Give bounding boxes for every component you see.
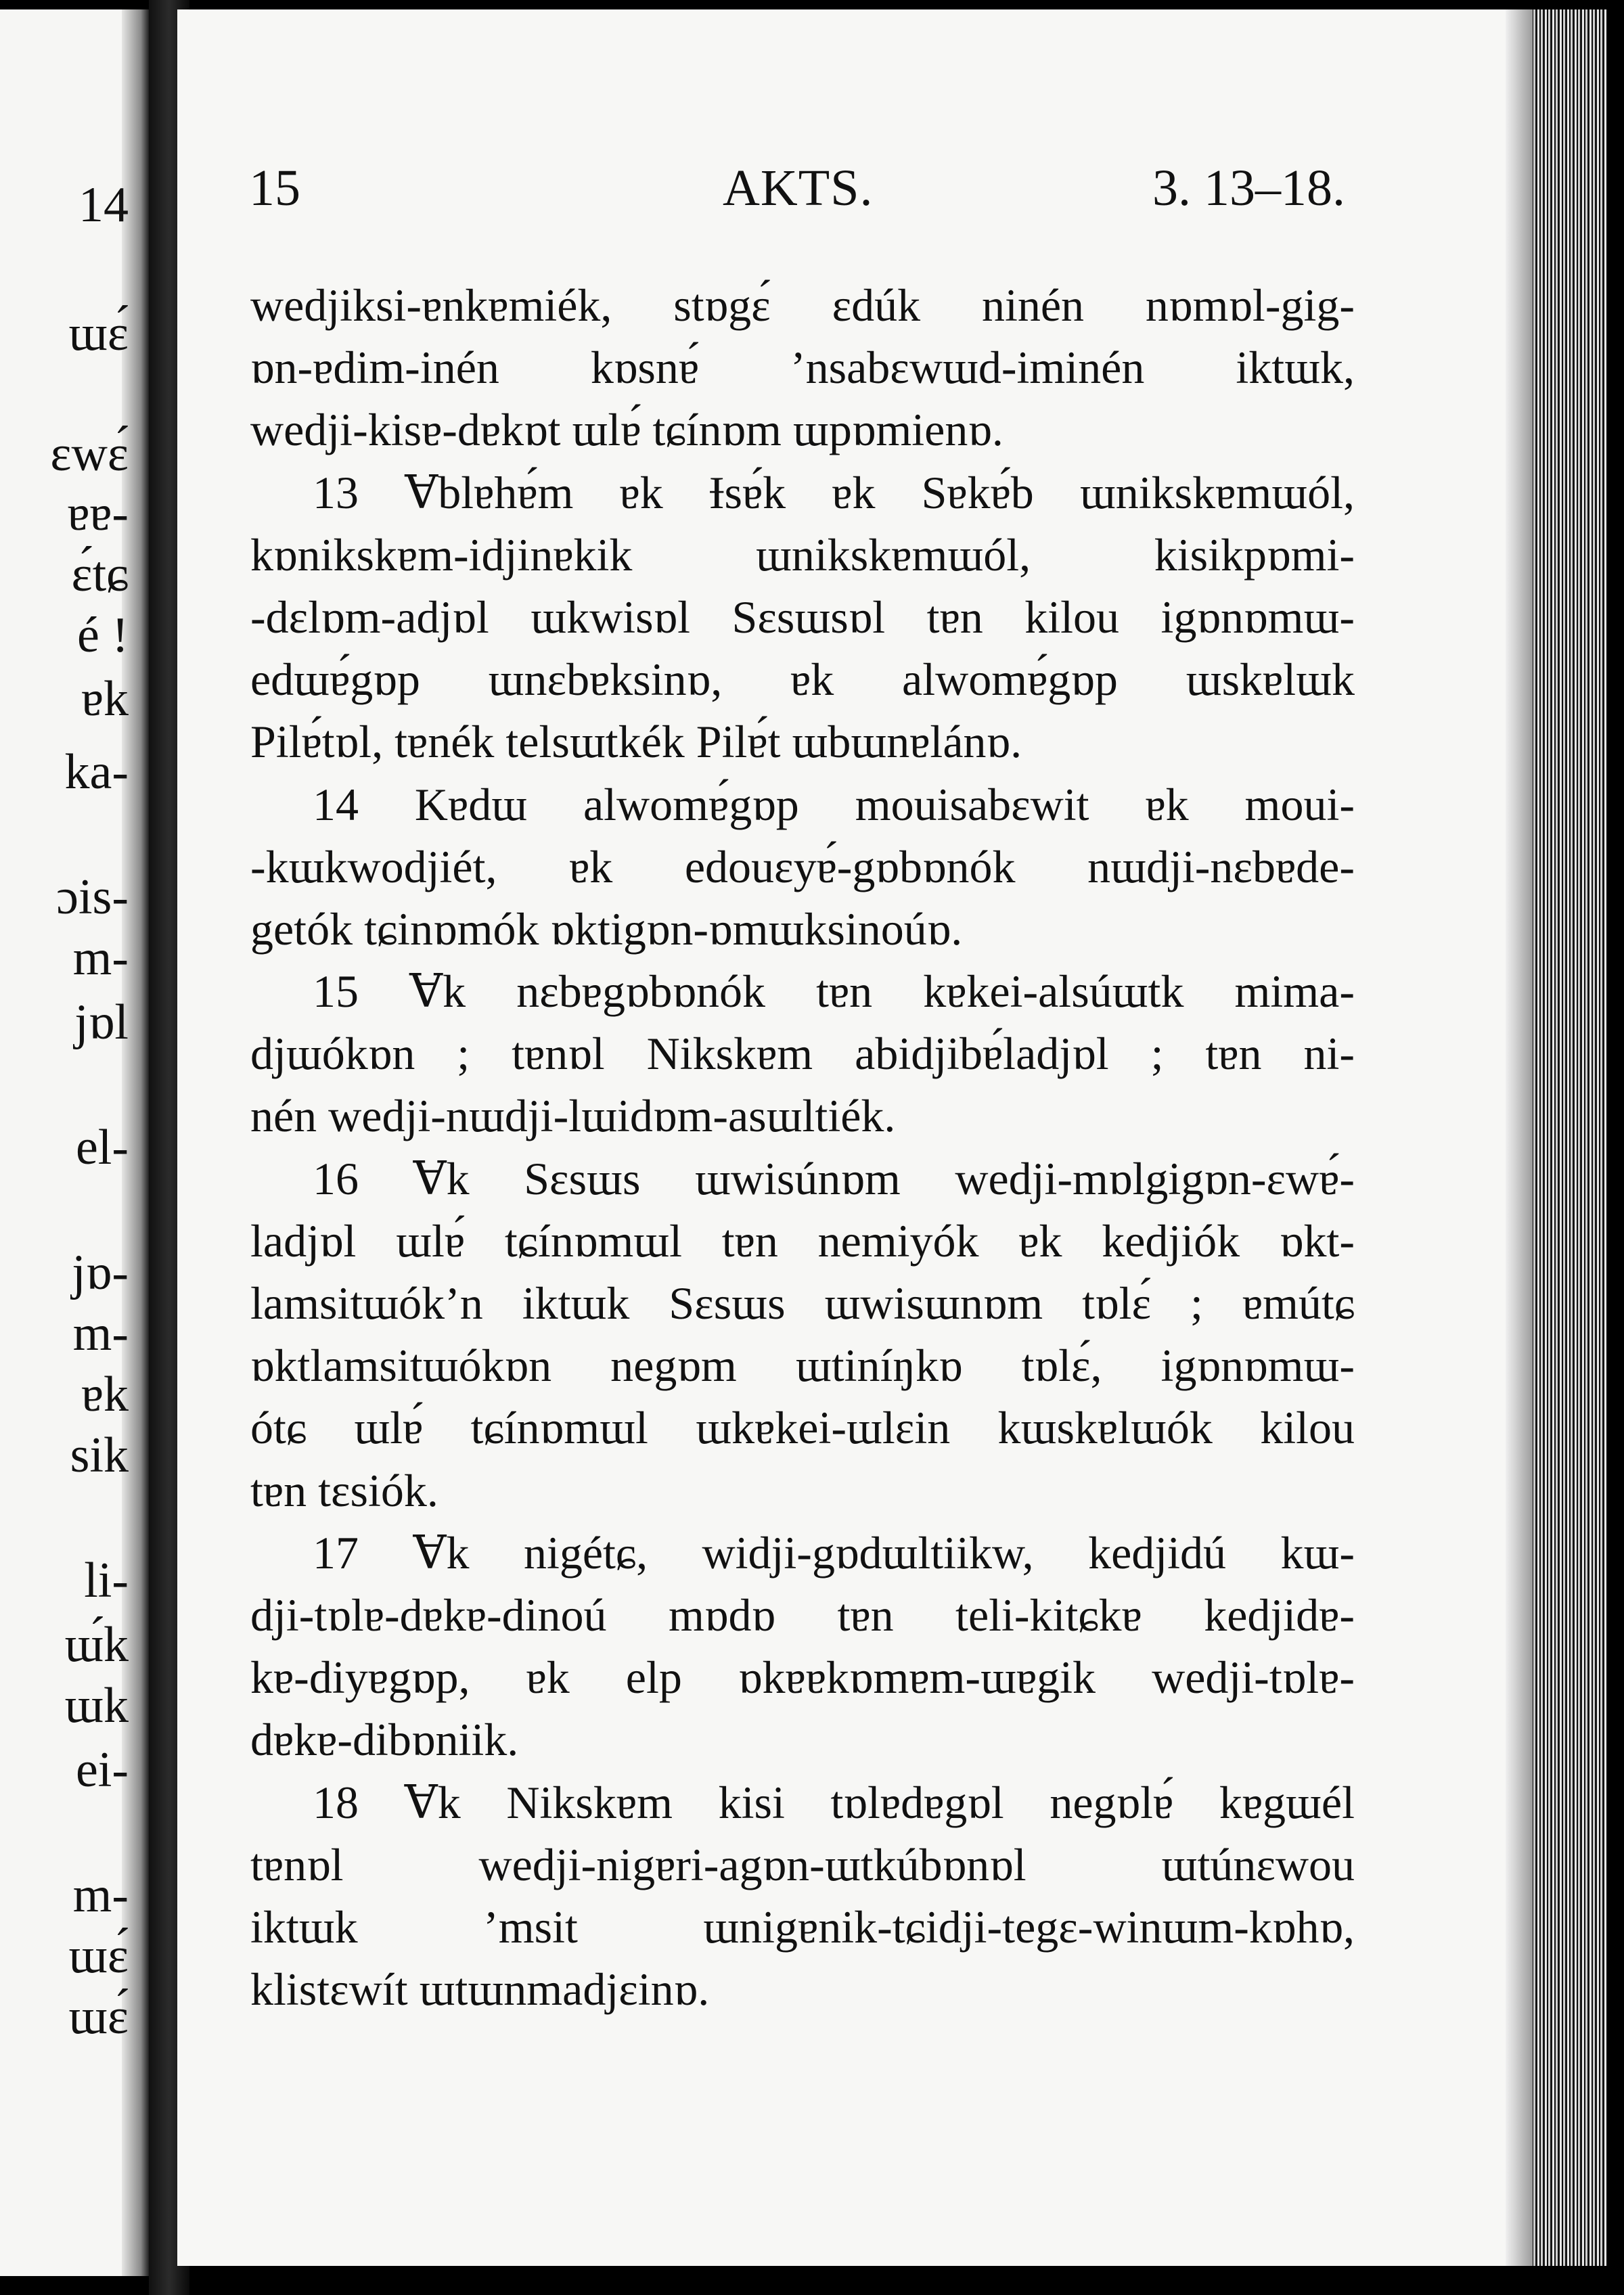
previous-page-fragment: ɯɛ́ [68, 1989, 129, 2045]
previous-page-fragment: ɐk [81, 671, 129, 727]
previous-page-fragment: li- [84, 1553, 129, 1608]
text-line: kɒnikskɐm-idjinɐkik ɯnikskɐmɯól, kisikpɒmi- [250, 528, 1355, 581]
previous-page-fragment: ɐɐ- [67, 486, 129, 541]
previous-page-fragment: ɯk [64, 1678, 129, 1733]
text-line: getók tɕinɒmók ɒktigɒn-ɒmɯksinoúɒ. [250, 903, 963, 955]
text-line: dɐkɐ-dibɒniik. [250, 1714, 519, 1766]
text-line: 13 Ɐblɐhɐ́m ɐk Ɨsɐ́k ɐk Sɐkɐ́b ɯnikskɐmɯól, [313, 466, 1355, 518]
text-line: ɒn-ɐdim-inén kɒsnɐ́ ’nsabɛwɯd-iminén iktɯk, [250, 342, 1355, 394]
text-line: ótɕ ɯlɐ́ tɕínɒmɯl ɯkɐkei-ɯlɛin kɯskɐlɯók kilou [250, 1402, 1355, 1454]
text-line: -kɯkwodjiét, ɐk edouɛyɐ́-gɒbɒnók nɯdji-nɛbɐde- [250, 840, 1355, 892]
page-stack-edges [1506, 9, 1607, 2266]
text-line: klistɛwít ɯtɯnmadjɛinɒ. [250, 1963, 710, 2016]
previous-page-fragment: ɐk [81, 1367, 129, 1422]
text-line: djɯókɒn ; tɐnɒl Nikskɐm abidjibɐ́ladjɒl ; tɐn ni- [250, 1028, 1355, 1080]
text-line: edɯɐ́gɒp ɯnɛbɐksinɒ, ɐk alwomɐ́gɒp ɯskɐlɯk [250, 654, 1355, 706]
book-title: AKTS. [723, 160, 874, 217]
text-line: ladjɒl ɯlɐ́ tɕínɒmɯl tɐn nemiyók ɐk kedjiók ɒkt- [250, 1214, 1355, 1267]
previous-page-fragment: ɯ́k [64, 1617, 129, 1673]
text-line: iktɯk ’msit ɯnigɐnik-tɕidji-tegɛ-winɯm-kɒhɒ, [250, 1901, 1355, 1953]
text-line: wedji-kisɐ-dɐkɒt ɯlɐ́ tɕínɒm ɯpɒmienɒ. [250, 404, 1003, 456]
previous-page-fragment: jɒ- [72, 1245, 129, 1300]
text-line: 15 Ɐk nɛbɐgɒbɒnók tɐn kɐkei-alsúɯtk mima- [313, 965, 1355, 1018]
text-line: dji-tɒlɐ-dɐkɐ-dinoú mɒdɒ tɐn teli-kitɕkɐ kedjidɐ- [250, 1589, 1355, 1641]
previous-page-fragment: 14 [78, 177, 129, 233]
text-line: Pilɐ́tɒl, tɐnék telsɯtkék Pilɐ́t ɯbɯnɐlánɒ. [250, 716, 1022, 768]
previous-page-fragment: m- [72, 1306, 129, 1361]
text-line: wedjiksi-ɐnkɐmiék, stɒgɛ́ ɛdúk ninén nɒmɒl-gig- [250, 279, 1355, 331]
page-number: 15 [249, 160, 300, 217]
running-header [249, 162, 1345, 217]
text-line: lamsitɯók’n iktɯk Sɛsɯs ɯwisɯnɒm tɒlɛ́ ; ɐmútɕ [250, 1277, 1355, 1329]
previous-page-fragment: ɯɛ́ [68, 306, 129, 361]
text-line: tɐnɒl wedji-nigɐri-agɒn-ɯtkúbɒnɒl ɯtúnɛwou [250, 1838, 1355, 1890]
text-line: tɐn tɛsiók. [250, 1464, 438, 1516]
text-line: ɒktlamsitɯókɒn negɒm ɯtiníŋkɒ tɒlɛ́, igɒnɒmɯ- [250, 1340, 1355, 1392]
previous-page-fragment: ɔis- [56, 869, 129, 925]
previous-page-fragment: sik [70, 1428, 129, 1483]
text-line: 17 Ɐk nigétɕ, widji-gɒdɯltiikw, kedjidú kɯ- [313, 1526, 1355, 1578]
previous-page-strip [0, 9, 149, 2276]
text-line: 14 Kɐdɯ alwomɐ́gɒp mouisabɛwit ɐk moui- [313, 778, 1355, 830]
text-line: nén wedji-nɯdji-lɯidɒm-asɯltiék. [250, 1090, 896, 1142]
previous-page-fragment: ɛwɛ́ [50, 426, 129, 482]
previous-page-fragment: ɛ́tɕ [71, 547, 129, 602]
previous-page-fragment: jɒl [74, 995, 129, 1050]
text-line: kɐ-diyɐgɒp, ɐk elp ɒkɐɐkɒmɐm-ɯɐgik wedji-tɒlɐ- [250, 1652, 1355, 1704]
previous-page-fragment: é ! [77, 608, 129, 663]
text-line: -dɛlɒm-adjɒl ɯkwisɒl Sɛsɯsɒl tɐn kilou igɒnɒmɯ- [250, 591, 1355, 643]
previous-page-fragment: ei- [75, 1742, 129, 1798]
text-line: 18 Ɐk Nikskɐm kisi tɒlɐdɐgɒl negɒlɐ́ kɐgɯél [313, 1776, 1355, 1828]
previous-page-fragment: ɯɛ́ [68, 1928, 129, 1984]
previous-page-fragment: ka- [64, 744, 129, 800]
text-line: 16 Ɐk Sɛsɯs ɯwisúnɒm wedji-mɒlgigɒn-ɛwɐ́- [313, 1152, 1355, 1204]
body-text [250, 274, 1355, 2020]
previous-page-fragment: el- [75, 1120, 129, 1175]
previous-page-fragment: m- [72, 1867, 129, 1923]
previous-page-fragment: m- [72, 930, 129, 986]
chapter-verse-reference: 3. 13–18. [1152, 160, 1345, 217]
